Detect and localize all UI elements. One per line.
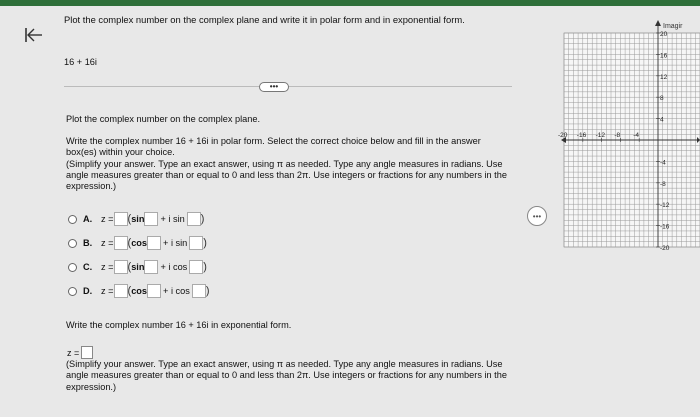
answer-box-angle1[interactable] bbox=[144, 212, 158, 226]
x-tick-label: -4 bbox=[633, 132, 639, 139]
y-tick-label: -4 bbox=[660, 159, 666, 167]
back-arrow-icon[interactable] bbox=[24, 26, 46, 46]
close-paren: ) bbox=[203, 237, 207, 249]
radio-c[interactable] bbox=[68, 263, 77, 272]
choice-b[interactable] bbox=[68, 235, 207, 251]
radio-b[interactable] bbox=[68, 239, 77, 248]
polar-hint: (Simplify your answer. Type an exact answer, using π as needed. Type any angle measures in radians. Use angle measures greater than or equal to 0 and less than 2π. Use integers or fractions for any numbers in the expression.) bbox=[66, 158, 507, 192]
step-plot: Plot the complex number on the complex plane. bbox=[66, 114, 261, 124]
exp-prefix: z = bbox=[67, 347, 80, 358]
answer-box-angle1[interactable] bbox=[147, 236, 161, 250]
radio-d[interactable] bbox=[68, 287, 77, 296]
choice-prefix: z = bbox=[101, 238, 114, 248]
top-bar bbox=[0, 0, 700, 6]
choice-letter: C. bbox=[83, 262, 93, 272]
choice-d[interactable] bbox=[68, 283, 210, 299]
x-tick-label: -8 bbox=[614, 132, 621, 139]
expand-button[interactable]: ••• bbox=[259, 82, 289, 92]
answer-box-modulus[interactable] bbox=[114, 284, 128, 298]
y-tick-label: 16 bbox=[660, 52, 668, 60]
choice-middle: + i cos bbox=[163, 286, 190, 296]
answer-box-angle2[interactable] bbox=[189, 260, 203, 274]
y-tick-label: 12 bbox=[660, 73, 668, 81]
answer-box-angle2[interactable] bbox=[187, 212, 201, 226]
choice-middle: + i cos bbox=[160, 262, 188, 272]
close-paren: ) bbox=[200, 213, 205, 225]
exponential-answer-box[interactable] bbox=[81, 346, 93, 359]
close-paren: ) bbox=[205, 285, 210, 297]
y-tick-label: -12 bbox=[660, 202, 670, 210]
y-tick-label: -16 bbox=[660, 223, 670, 231]
y-axis-label: Imagir bbox=[663, 23, 683, 30]
choice-function: sin bbox=[131, 214, 145, 224]
choice-function: cos bbox=[131, 286, 148, 296]
choice-middle: + i sin bbox=[160, 214, 185, 224]
panel-resize-handle[interactable]: ••• bbox=[527, 206, 547, 226]
complex-plane-graph[interactable] bbox=[560, 20, 700, 270]
x-tick-label: -12 bbox=[595, 132, 606, 139]
exponential-answer-row bbox=[67, 346, 93, 359]
choice-middle: + i sin bbox=[163, 238, 188, 248]
radio-a[interactable] bbox=[68, 215, 77, 224]
x-tick-label: -16 bbox=[576, 132, 587, 139]
exponential-question: Write the complex number 16 + 16i in exponential form. bbox=[66, 320, 292, 330]
open-paren: ( bbox=[127, 237, 132, 249]
answer-box-modulus[interactable] bbox=[114, 260, 128, 274]
y-tick-label: 4 bbox=[660, 116, 664, 124]
answer-box-modulus[interactable] bbox=[114, 212, 128, 226]
problem-statement bbox=[64, 14, 514, 26]
y-tick-label: -20 bbox=[660, 245, 670, 252]
y-tick-label: 8 bbox=[660, 95, 664, 103]
choice-function: cos bbox=[131, 238, 148, 248]
problem-prompt: Plot the complex number on the complex plane and write it in polar form and in exponential form. bbox=[64, 14, 465, 25]
close-paren: ) bbox=[203, 261, 207, 273]
choice-a[interactable] bbox=[68, 211, 204, 227]
answer-box-angle1[interactable] bbox=[147, 284, 161, 298]
y-tick-label: 20 bbox=[660, 31, 668, 38]
complex-expression: 16 + 16i bbox=[64, 57, 97, 67]
open-paren: ( bbox=[127, 285, 132, 297]
answer-box-angle2[interactable] bbox=[189, 236, 203, 250]
answer-box-angle2[interactable] bbox=[192, 284, 206, 298]
answer-box-modulus[interactable] bbox=[114, 236, 128, 250]
choice-prefix: z = bbox=[101, 214, 114, 224]
polar-instructions bbox=[66, 136, 511, 192]
polar-question: Write the complex number 16 + 16i in polar form. Select the correct choice below and fill in the answer box(es) within your choice. bbox=[66, 136, 481, 158]
y-tick-label: -8 bbox=[660, 180, 666, 188]
exponential-hint: (Simplify your answer. Type an exact answer, using π as needed. Type any angle measures in radians. Use angle measures greater than or equal to 0 and less than 2π. Use integers or fractions for any numbers in the expression.) bbox=[66, 359, 507, 392]
choice-prefix: z = bbox=[101, 286, 114, 296]
choice-letter: A. bbox=[83, 214, 93, 224]
open-paren: ( bbox=[127, 261, 132, 273]
axis-arrow-icon bbox=[655, 20, 661, 26]
open-paren: ( bbox=[127, 213, 132, 225]
x-tick-label: -20 bbox=[558, 132, 568, 139]
choice-prefix: z = bbox=[101, 262, 114, 272]
choice-letter: D. bbox=[83, 286, 93, 296]
choice-function: sin bbox=[131, 262, 145, 272]
answer-box-angle1[interactable] bbox=[144, 260, 158, 274]
choice-letter: B. bbox=[83, 238, 93, 248]
choice-c[interactable] bbox=[68, 259, 207, 275]
